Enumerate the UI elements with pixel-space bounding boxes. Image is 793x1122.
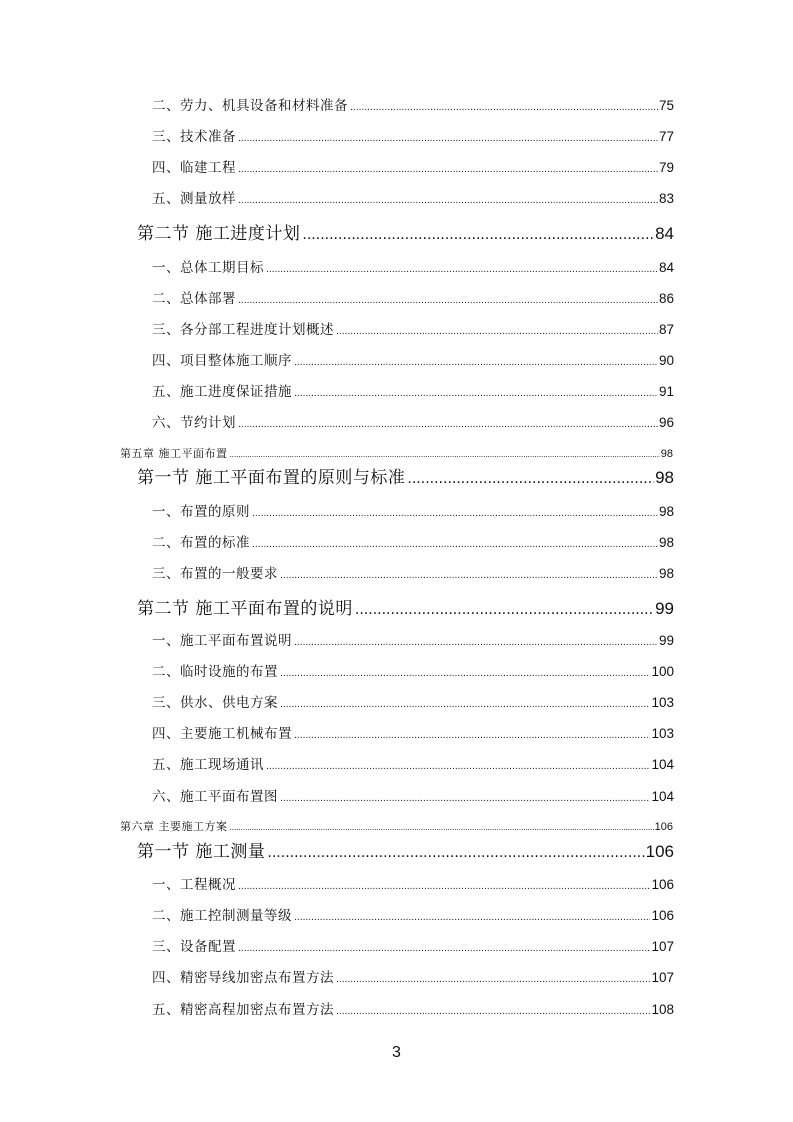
toc-entry[interactable] (152, 629, 674, 653)
toc-chapter-entry[interactable] (120, 818, 673, 834)
toc-entry[interactable] (152, 125, 674, 149)
toc-entry-page: 83 (658, 191, 674, 206)
toc-dot-leader (238, 296, 658, 306)
toc-entry-title: 四、临建工程 (152, 160, 236, 176)
toc-section-entry[interactable] (137, 594, 674, 622)
toc-dot-leader (252, 540, 658, 550)
toc-entry-title: 五、施工进度保证措施 (152, 384, 292, 400)
toc-entry-page: 98 (658, 566, 674, 581)
toc-entry-page: 98 (660, 448, 673, 460)
toc-section-entry[interactable] (137, 837, 674, 865)
toc-entry-title: 第二节 施工进度计划 (137, 224, 301, 244)
toc-entry[interactable] (152, 562, 674, 586)
toc-entry[interactable] (152, 318, 674, 342)
toc-entry-title: 五、施工现场通讯 (152, 757, 264, 773)
toc-dot-leader (238, 134, 658, 144)
toc-entry[interactable] (152, 904, 674, 928)
toc-dot-leader (280, 794, 650, 804)
toc-dot-leader (280, 700, 650, 710)
toc-entry-title: 二、总体部署 (152, 291, 236, 307)
toc-entry-title: 第五章 施工平面布置 (120, 447, 228, 460)
toc-entry-title: 六、施工平面布置图 (152, 789, 278, 805)
toc-entry-page: 99 (658, 633, 674, 648)
toc-entry-title: 第二节 施工平面布置的说明 (137, 599, 353, 619)
toc-entry-page: 104 (651, 757, 674, 772)
toc-entry-page: 84 (655, 224, 674, 243)
toc-entry-page: 90 (658, 353, 674, 368)
toc-entry[interactable] (152, 966, 674, 990)
toc-entry-page: 98 (655, 468, 674, 487)
toc-entry-page: 99 (655, 599, 674, 618)
toc-entry[interactable] (152, 660, 674, 684)
toc-entry[interactable] (152, 187, 674, 211)
toc-entry-page: 75 (658, 98, 674, 113)
toc-dot-leader (238, 196, 658, 206)
toc-dot-leader (350, 103, 658, 113)
toc-entry-page: 108 (651, 1002, 674, 1017)
toc-entry-page: 96 (658, 415, 674, 430)
toc-dot-leader (238, 420, 658, 430)
toc-entry-title: 四、主要施工机械布置 (152, 726, 292, 742)
toc-entry-title: 二、布置的标准 (152, 535, 250, 551)
toc-entry-title: 二、施工控制测量等级 (152, 908, 292, 924)
toc-entry-page: 86 (658, 291, 674, 306)
toc-entry-page: 103 (651, 695, 674, 710)
toc-dot-leader (280, 571, 658, 581)
toc-dot-leader (336, 327, 658, 337)
toc-dot-leader (294, 389, 658, 399)
toc-entry[interactable] (152, 785, 674, 809)
toc-entry[interactable] (152, 873, 674, 897)
toc-dot-leader (266, 265, 658, 275)
toc-entry[interactable] (152, 531, 674, 555)
toc-dot-leader (336, 975, 650, 985)
toc-entry-title: 五、测量放样 (152, 191, 236, 207)
toc-entry[interactable] (152, 156, 674, 180)
toc-entry[interactable] (152, 411, 674, 435)
toc-dot-leader (252, 509, 658, 519)
toc-entry[interactable] (152, 287, 674, 311)
toc-dot-leader (355, 602, 654, 618)
toc-entry-title: 五、精密高程加密点布置方法 (152, 1002, 334, 1018)
toc-entry-title: 一、工程概况 (152, 877, 236, 893)
toc-dot-leader (266, 762, 650, 772)
toc-entry-title: 三、技术准备 (152, 129, 236, 145)
toc-entry[interactable] (152, 256, 674, 280)
toc-entry-title: 二、临时设施的布置 (152, 664, 278, 680)
toc-entry-title: 三、布置的一般要求 (152, 566, 278, 582)
toc-entry-page: 84 (658, 260, 674, 275)
toc-dot-leader (294, 913, 650, 923)
toc-dot-leader (267, 845, 644, 861)
toc-entry-page: 98 (658, 535, 674, 550)
toc-dot-leader (294, 731, 650, 741)
toc-entry-title: 一、布置的原则 (152, 504, 250, 520)
toc-entry-title: 六、节约计划 (152, 415, 236, 431)
toc-entry[interactable] (152, 753, 674, 777)
toc-dot-leader (407, 471, 654, 487)
toc-entry-page: 91 (658, 384, 674, 399)
page-number: 3 (392, 1044, 401, 1061)
toc-entry-title: 三、设备配置 (152, 939, 236, 955)
toc-entry-title: 二、劳力、机具设备和材料准备 (152, 98, 348, 114)
toc-entry-page: 106 (651, 877, 674, 892)
toc-chapter-entry[interactable] (120, 445, 673, 461)
toc-entry-page: 104 (651, 789, 674, 804)
toc-dot-leader (294, 638, 658, 648)
toc-dot-leader (336, 1007, 650, 1017)
toc-entry[interactable] (152, 94, 674, 118)
toc-entry-title: 第一节 施工平面布置的原则与标准 (137, 468, 406, 488)
toc-section-entry[interactable] (137, 219, 674, 247)
toc-entry-title: 一、总体工期目标 (152, 260, 264, 276)
toc-entry-page: 107 (651, 970, 674, 985)
toc-dot-leader (238, 944, 650, 954)
toc-entry-page: 100 (651, 664, 674, 679)
toc-dot-leader (302, 227, 654, 243)
toc-entry-title: 三、供水、供电方案 (152, 695, 278, 711)
toc-entry[interactable] (152, 691, 674, 715)
toc-entry-page: 106 (654, 821, 673, 833)
toc-entry-page: 106 (645, 842, 674, 861)
toc-dot-leader (280, 669, 650, 679)
toc-entry-title: 一、施工平面布置说明 (152, 633, 292, 649)
toc-entry-page: 98 (658, 504, 674, 519)
toc-dot-leader (294, 358, 658, 368)
toc-entry-page: 77 (658, 129, 674, 144)
toc-entry-page: 107 (651, 939, 674, 954)
toc-entry[interactable] (152, 500, 674, 524)
toc-dot-leader (230, 451, 660, 459)
toc-dot-leader (230, 824, 654, 832)
toc-entry-title: 四、精密导线加密点布置方法 (152, 970, 334, 986)
toc-entry-title: 三、各分部工程进度计划概述 (152, 322, 334, 338)
toc-dot-leader (238, 882, 650, 892)
toc-entry-page: 87 (658, 322, 674, 337)
toc-entry[interactable] (152, 722, 674, 746)
toc-entry-title: 四、项目整体施工顺序 (152, 353, 292, 369)
toc-entry-page: 79 (658, 160, 674, 175)
toc-entry-page: 106 (651, 908, 674, 923)
toc-entry[interactable] (152, 380, 674, 404)
toc-entry[interactable] (152, 998, 674, 1022)
toc-dot-leader (238, 165, 658, 175)
toc-entry[interactable] (152, 349, 674, 373)
toc-section-entry[interactable] (137, 463, 674, 491)
toc-entry-page: 103 (651, 726, 674, 741)
toc-entry[interactable] (152, 935, 674, 959)
toc-entry-title: 第一节 施工测量 (137, 842, 266, 862)
toc-entry-title: 第六章 主要施工方案 (120, 820, 228, 833)
